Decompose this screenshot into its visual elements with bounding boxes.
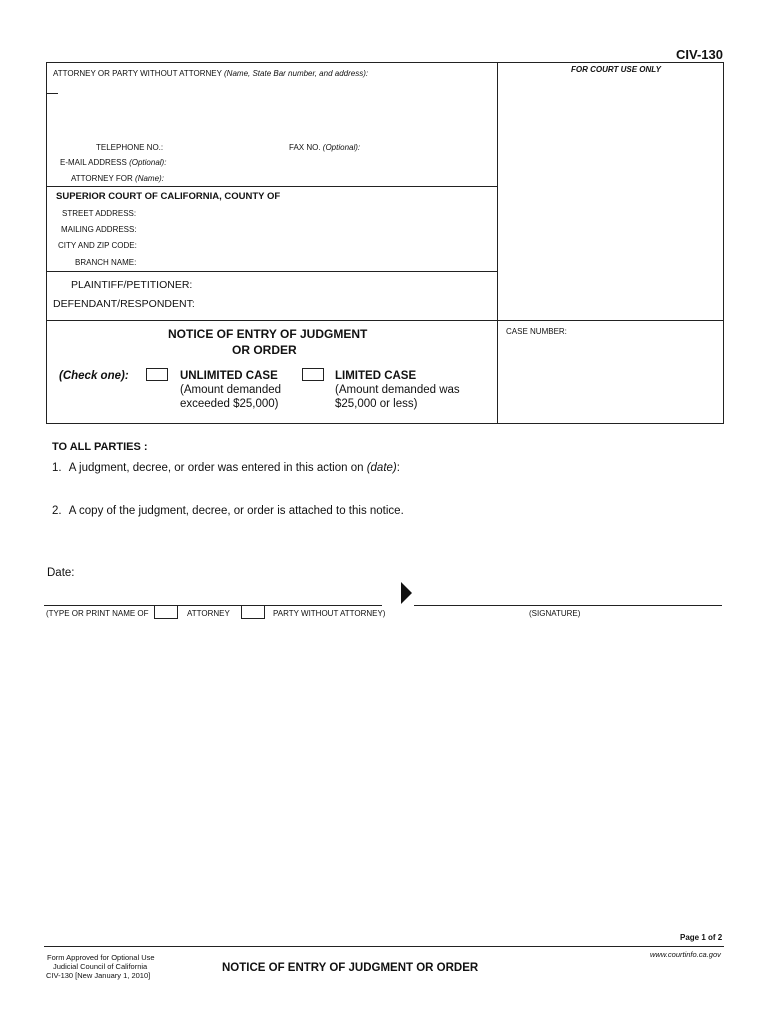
- email-label-group: [60, 158, 166, 167]
- limited-case-checkbox[interactable]: [302, 368, 324, 381]
- notice-title-line2: OR ORDER: [232, 343, 297, 357]
- party-without-attorney-checkbox[interactable]: [241, 605, 265, 619]
- limited-case-line2: $25,000 or less): [335, 398, 418, 410]
- plaintiff-field[interactable]: [192, 278, 487, 292]
- fax-label: FAX NO.: [289, 143, 321, 152]
- email-label: E-MAIL ADDRESS: [60, 158, 127, 167]
- city-zip-field[interactable]: [140, 239, 485, 251]
- page-number: Page 1 of 2: [680, 933, 723, 942]
- telephone-field[interactable]: [163, 141, 283, 153]
- fax-hint: (Optional):: [322, 143, 361, 152]
- telephone-label: TELEPHONE NO.:: [96, 143, 164, 152]
- type-print-label: (TYPE OR PRINT NAME OF: [46, 609, 149, 618]
- judgment-date-field[interactable]: [412, 461, 712, 475]
- to-all-parties: TO ALL PARTIES :: [52, 441, 148, 453]
- court-use-divider: [497, 62, 498, 320]
- attorney-label: ATTORNEY OR PARTY WITHOUT ATTORNEY: [53, 69, 222, 78]
- case-number-label: CASE NUMBER:: [506, 327, 567, 336]
- check-one-label: (Check one):: [59, 370, 129, 382]
- date-label: Date:: [47, 567, 75, 579]
- attorney-checkbox[interactable]: [154, 605, 178, 619]
- attorney-for-hint: (Name):: [135, 174, 164, 183]
- court-section-bottom: [46, 271, 497, 272]
- notice-title-line1: NOTICE OF ENTRY OF JUDGMENT: [168, 327, 368, 341]
- parties-section-bottom: [46, 320, 724, 321]
- defendant-label: DEFENDANT/RESPONDENT:: [53, 298, 195, 310]
- branch-name-field[interactable]: [140, 256, 485, 268]
- footer-approved-3: CIV-130 [New January 1, 2010]: [46, 971, 151, 980]
- unlimited-case-checkbox[interactable]: [146, 368, 168, 381]
- signature-arrow-icon: [401, 582, 412, 604]
- printed-name-field[interactable]: [46, 588, 376, 602]
- street-address-field[interactable]: [140, 207, 485, 219]
- item-2-number: 2.: [52, 505, 62, 517]
- item-2-text: A copy of the judgment, decree, or order is attached to this notice.: [68, 505, 404, 517]
- item-1-date-label: (date): [366, 462, 397, 474]
- court-title: SUPERIOR COURT OF CALIFORNIA, COUNTY OF: [56, 191, 281, 202]
- case-number-divider: [497, 320, 498, 424]
- street-address-label: STREET ADDRESS:: [62, 209, 137, 218]
- limited-case-title: LIMITED CASE: [335, 370, 417, 382]
- email-hint: (Optional):: [129, 158, 167, 167]
- attorney-section-bottom: [46, 186, 497, 187]
- fax-field[interactable]: [360, 141, 490, 153]
- attorney-for-label: ATTORNEY FOR: [71, 174, 133, 183]
- attorney-name-field[interactable]: [56, 82, 486, 140]
- signature-line: [414, 605, 722, 606]
- footer-url[interactable]: www.courtinfo.ca.gov: [650, 950, 721, 959]
- signature-label: (SIGNATURE): [529, 609, 581, 618]
- footer-rule: [44, 946, 724, 947]
- attorney-label: ATTORNEY: [187, 609, 230, 618]
- plaintiff-label: PLAINTIFF/PETITIONER:: [71, 279, 193, 291]
- city-zip-label: CITY AND ZIP CODE:: [58, 241, 137, 250]
- limited-case-line1: (Amount demanded was: [335, 384, 460, 396]
- fax-label-group: [289, 143, 360, 152]
- county-field[interactable]: [298, 190, 488, 203]
- attorney-for-field[interactable]: [150, 172, 485, 184]
- case-number-field[interactable]: [506, 340, 716, 354]
- attorney-label-group: [53, 69, 368, 78]
- item-2: [52, 505, 404, 517]
- name-line: [44, 605, 382, 606]
- branch-name-label: BRANCH NAME:: [75, 258, 137, 267]
- unlimited-case-title: UNLIMITED CASE: [180, 370, 278, 382]
- form-number: CIV-130: [676, 47, 723, 62]
- party-without-attorney-label: PARTY WITHOUT ATTORNEY): [273, 609, 386, 618]
- mailing-address-field[interactable]: [140, 223, 485, 235]
- item-1-colon: :: [396, 462, 400, 474]
- mailing-address-label: MAILING ADDRESS:: [61, 225, 137, 234]
- signature-date-field[interactable]: [80, 566, 260, 580]
- footer-approved-2: Judicial Council of California: [53, 962, 148, 971]
- defendant-field[interactable]: [192, 297, 487, 311]
- email-field[interactable]: [165, 156, 485, 168]
- unlimited-case-line2: exceeded $25,000): [180, 398, 279, 410]
- item-1-number: 1.: [52, 462, 62, 474]
- item-1: [52, 462, 400, 474]
- item-1-text: A judgment, decree, or order was entered in this action on: [68, 462, 364, 474]
- attorney-hint: (Name, State Bar number, and address):: [224, 69, 369, 78]
- footer-title: NOTICE OF ENTRY OF JUDGMENT OR ORDER: [222, 962, 479, 974]
- footer-approved-1: Form Approved for Optional Use: [47, 953, 155, 962]
- unlimited-case-line1: (Amount demanded: [180, 384, 282, 396]
- court-use-label: FOR COURT USE ONLY: [571, 65, 661, 74]
